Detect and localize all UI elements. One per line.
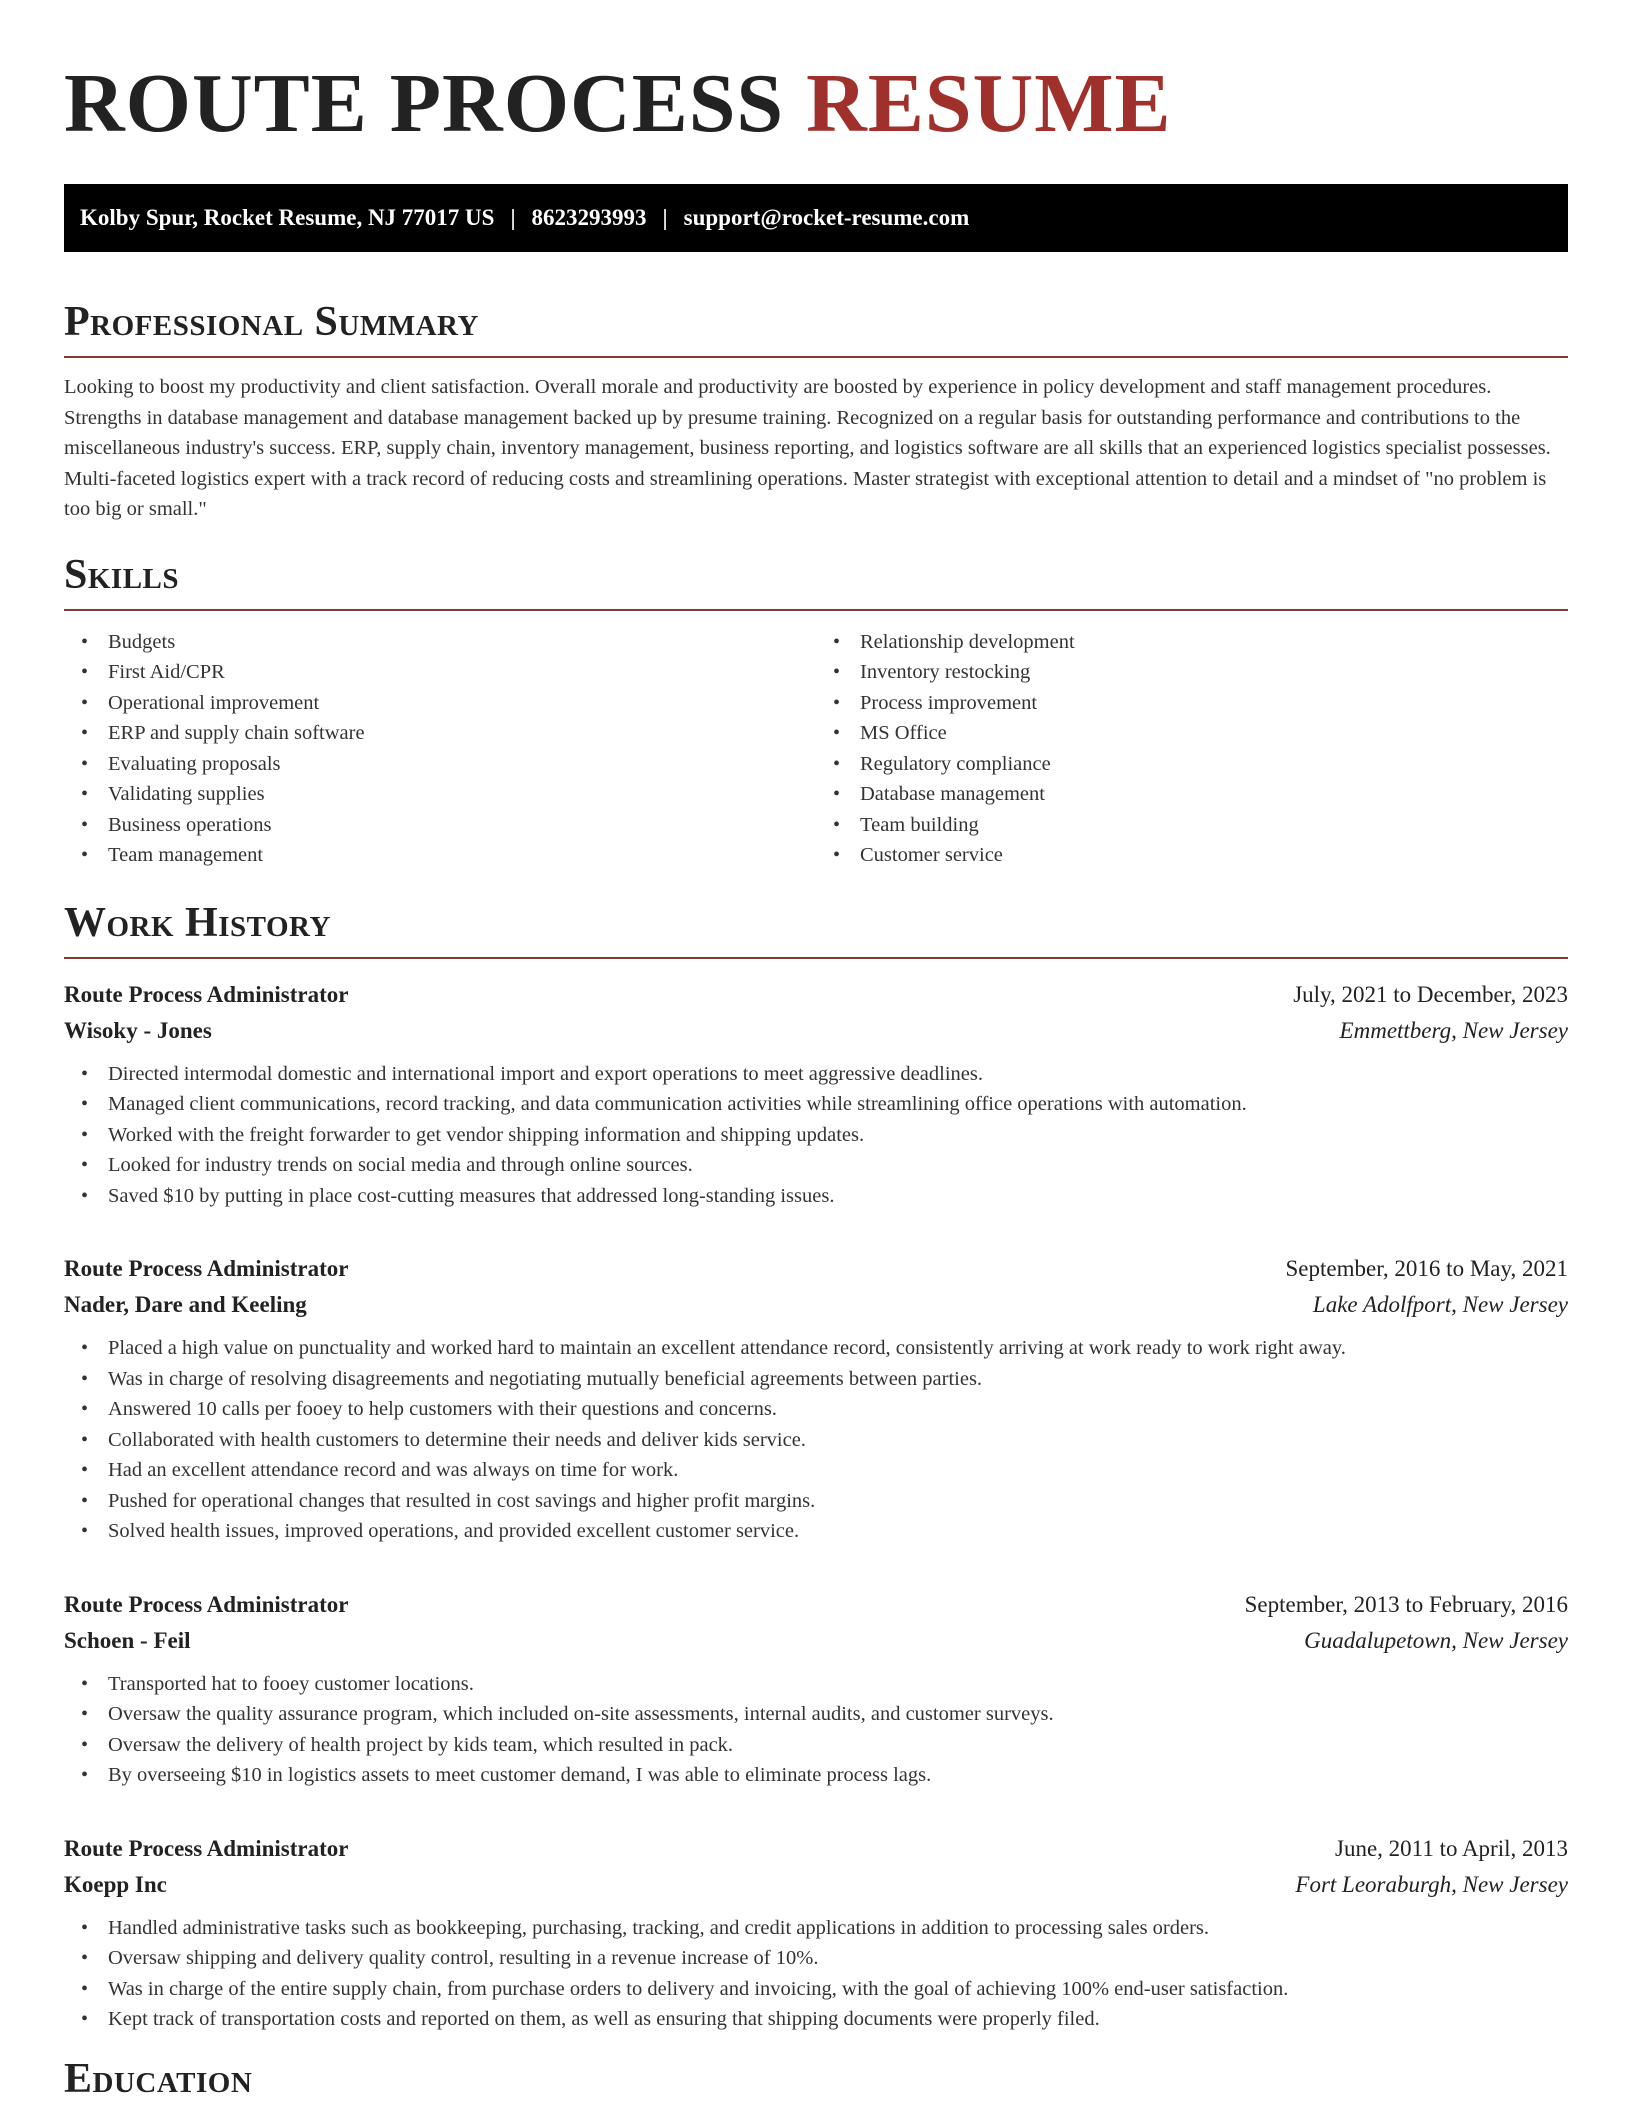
job-duties <box>64 1913 1568 2035</box>
job-duty: • Kept track of transportation costs and reported on them, as well as ensuring that shipping documents were properly filed. <box>108 2004 1568 2035</box>
job-duty: • Collaborated with health customers to determine their needs and deliver kids service. <box>108 1425 1568 1456</box>
job-duty: • Answered 10 calls per fooey to help customers with their questions and concerns. <box>108 1394 1568 1425</box>
skills-columns <box>64 627 1568 871</box>
job-duty: • Handled administrative tasks such as bookkeeping, purchasing, tracking, and credit applications in addition to processing sales orders. <box>108 1913 1568 1944</box>
contact-separator: | <box>510 205 516 230</box>
skill-item: • Customer service <box>860 840 1568 871</box>
contact-email: support@rocket-resume.com <box>683 205 970 230</box>
job-subheader <box>64 1867 1568 1903</box>
skill-item: • Team management <box>108 840 816 871</box>
job-company: Schoen - Feil <box>64 1627 191 1653</box>
job-dates: July, 2021 to December, 2023 <box>1293 981 1568 1007</box>
education-section <box>64 2053 1568 2105</box>
job-duty: • Oversaw the delivery of health project by kids team, which resulted in pack. <box>108 1730 1568 1761</box>
title-main: ROUTE PROCESS <box>64 57 785 150</box>
job-duties <box>64 1059 1568 1212</box>
skill-item: • MS Office <box>860 718 1568 749</box>
skills-list-right <box>816 627 1568 871</box>
job-dates: June, 2011 to April, 2013 <box>1335 1835 1568 1861</box>
skill-item: • Relationship development <box>860 627 1568 658</box>
job-duty: • Oversaw the quality assurance program, which included on-site assessments, internal audits, and customer surveys. <box>108 1699 1568 1730</box>
job-duty: • Managed client communications, record tracking, and data communication activities while streamlining office operations with automation. <box>108 1089 1568 1120</box>
job-duty: • Placed a high value on punctuality and worked hard to maintain an excellent attendance record, consistently arriving at work ready to work right away. <box>108 1333 1568 1364</box>
section-divider <box>64 609 1568 611</box>
resume-title <box>64 0 1568 152</box>
work-history-heading: Work History <box>64 899 331 946</box>
title-accent: RESUME <box>806 57 1172 150</box>
job-entry <box>64 1831 1568 2035</box>
job-location: Lake Adolfport, New Jersey <box>1312 1292 1568 1317</box>
job-duty: • Had an excellent attendance record and was always on time for work. <box>108 1455 1568 1486</box>
job-location: Emmettberg, New Jersey <box>1339 1017 1568 1043</box>
job-duty: • By overseeing $10 in logistics assets to meet customer demand, I was able to eliminate process lags. <box>108 1760 1568 1791</box>
job-dates: September, 2013 to February, 2016 <box>1244 1591 1568 1617</box>
skill-item: • Process improvement <box>860 688 1568 719</box>
job-duty: • Directed intermodal domestic and international import and export operations to meet aggressive deadlines. <box>108 1059 1568 1090</box>
section-divider <box>64 356 1568 358</box>
skill-item: • Regulatory compliance <box>860 749 1568 780</box>
job-company: Koepp Inc <box>64 1871 167 1897</box>
skill-item: • Validating supplies <box>108 779 816 810</box>
job-title: Route Process Administrator <box>64 981 349 1007</box>
contact-separator: | <box>662 205 668 230</box>
education-heading: Education <box>64 2055 253 2102</box>
job-header <box>64 977 1568 1013</box>
section-divider <box>64 957 1568 959</box>
skill-item: • Operational improvement <box>108 688 816 719</box>
job-dates: September, 2016 to May, 2021 <box>1285 1256 1568 1281</box>
job-location: Guadalupetown, New Jersey <box>1304 1627 1568 1653</box>
job-location: Fort Leoraburgh, New Jersey <box>1295 1871 1568 1897</box>
job-duty: • Saved $10 by putting in place cost-cutting measures that addressed long-standing issues. <box>108 1181 1568 1212</box>
skills-list-left <box>64 627 816 871</box>
job-duty: • Oversaw shipping and delivery quality control, resulting in a revenue increase of 10%. <box>108 1943 1568 1974</box>
job-title: Route Process Administrator <box>64 1591 349 1617</box>
contact-phone: 8623293993 <box>531 205 647 230</box>
skills-section <box>64 549 1568 871</box>
job-header <box>64 1587 1568 1623</box>
job-duty: • Looked for industry trends on social media and through online sources. <box>108 1150 1568 1181</box>
job-duties <box>64 1333 1568 1547</box>
skill-item: • Business operations <box>108 810 816 841</box>
job-entry <box>64 1587 1568 1791</box>
job-duties <box>64 1669 1568 1791</box>
job-duty: • Transported hat to fooey customer locations. <box>108 1669 1568 1700</box>
contact-address: Kolby Spur, Rocket Resume, NJ 77017 US <box>80 205 495 230</box>
summary-heading: Professional Summary <box>64 299 479 345</box>
skill-item: • Inventory restocking <box>860 657 1568 688</box>
job-title: Route Process Administrator <box>64 1835 349 1861</box>
work-history-section <box>64 897 1568 2035</box>
skill-item: • Team building <box>860 810 1568 841</box>
job-duty: • Worked with the freight forwarder to get vendor shipping information and shipping updates. <box>108 1120 1568 1151</box>
skills-heading: Skills <box>64 551 180 598</box>
job-duty: • Solved health issues, improved operations, and provided excellent customer service. <box>108 1516 1568 1547</box>
job-entry <box>64 1251 1568 1547</box>
job-subheader <box>64 1287 1568 1323</box>
summary-text: Looking to boost my productivity and client satisfaction. Overall morale and productivity are boosted by experience in policy development and staff management procedures. Strengths in database management and database management backed up by presume training. Recognized on a regular basis for outstanding performance and contributions to the miscellaneous industry's success. ERP, supply chain, inventory management, business reporting, and logistics software are all skills that an experienced logistics specialist possesses. Multi-faceted logistics expert with a track record of reducing costs and streamlining operations. Master strategist with exceptional attention to detail and a mindset of "no problem is too big or small." <box>64 376 1551 520</box>
job-subheader <box>64 1623 1568 1659</box>
skill-item: • ERP and supply chain software <box>108 718 816 749</box>
job-header <box>64 1831 1568 1867</box>
job-header <box>64 1251 1568 1287</box>
job-entry <box>64 977 1568 1212</box>
job-company: Nader, Dare and Keeling <box>64 1292 307 1317</box>
job-subheader <box>64 1013 1568 1049</box>
skill-item: • First Aid/CPR <box>108 657 816 688</box>
summary-section <box>64 296 1568 525</box>
skill-item: • Evaluating proposals <box>108 749 816 780</box>
job-duty: • Was in charge of the entire supply chain, from purchase orders to delivery and invoicing, with the goal of achieving 100% end-user satisfaction. <box>108 1974 1568 2005</box>
skill-item: • Database management <box>860 779 1568 810</box>
job-company: Wisoky - Jones <box>64 1017 212 1043</box>
contact-bar <box>64 184 1568 252</box>
job-duty: • Was in charge of resolving disagreements and negotiating mutually beneficial agreements between parties. <box>108 1364 1568 1395</box>
job-duty: • Pushed for operational changes that resulted in cost savings and higher profit margins. <box>108 1486 1568 1517</box>
skill-item: • Budgets <box>108 627 816 658</box>
job-title: Route Process Administrator <box>64 1256 349 1281</box>
